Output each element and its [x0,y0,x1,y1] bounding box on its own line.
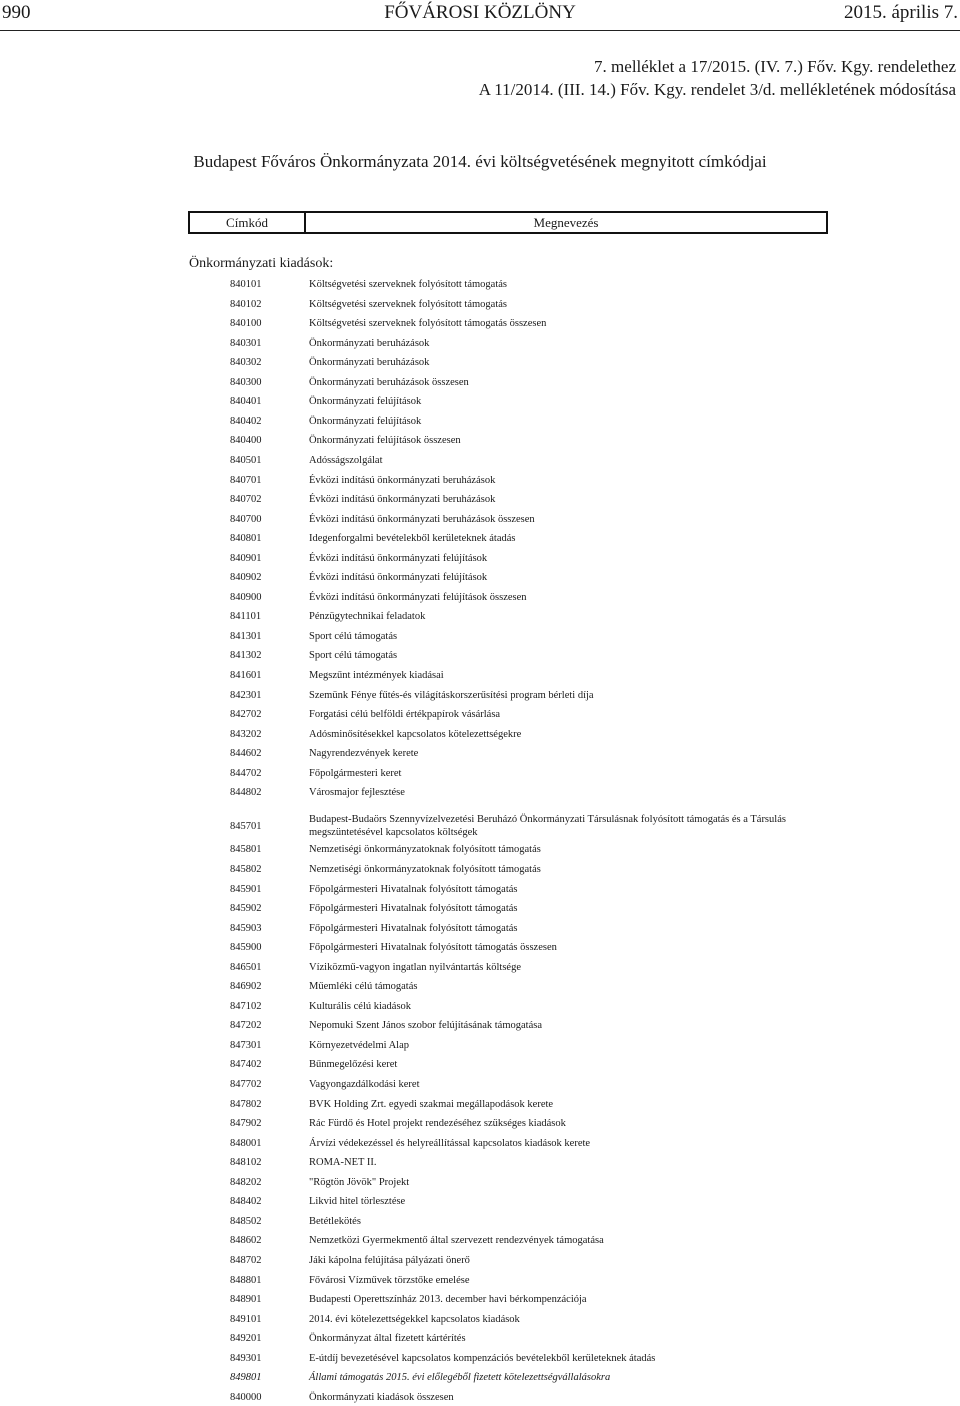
row-name: Rác Fürdő és Hotel projekt rendezéséhez szükséges kiadások [309,1118,566,1130]
row-code: 840902 [230,572,262,584]
row-name: Évközi indítású önkormányzati felújítások összesen [309,591,527,603]
row-name: Budapesti Operettszínház 2013. december havi bérkompenzációja [309,1294,587,1306]
row-code: 845802 [230,863,262,875]
row-code: 840901 [230,552,262,564]
row-name: Sport célú támogatás [309,650,398,662]
row-code: 840801 [230,533,262,545]
row-code: 847802 [230,1098,262,1110]
row-code: 840700 [230,513,262,525]
row-code: 849801 [230,1372,262,1384]
annex-amendment: A 11/2014. (III. 14.) Főv. Kgy. rendelet 3/d. mellékletének módosítása [478,80,956,99]
row-code: 840102 [230,298,262,310]
row-name: Évközi indítású önkormányzati beruházások [309,474,496,486]
row-name: 2014. évi kötelezettségekkel kapcsolatos kiadások [309,1313,520,1325]
row-code: 849101 [230,1313,262,1325]
row-name: Nemzetiségi önkormányzatoknak folyósított támogatás [309,863,541,875]
row-name: Főpolgármesteri Hivatalnak folyósított támogatás [309,922,518,934]
row-code: 849201 [230,1333,262,1345]
row-code: 844802 [230,787,262,799]
row-name: Környezetvédelmi Alap [309,1039,410,1051]
row-code: 840401 [230,396,262,408]
row-code: 840100 [230,318,262,330]
row-name: Fővárosi Vízművek törzstőke emelése [309,1274,470,1286]
row-code: 840402 [230,415,262,427]
row-name: Műemléki célú támogatás [309,981,418,993]
row-code: 845801 [230,844,262,856]
row-code: 847202 [230,1020,262,1032]
row-name: Önkormányzati beruházások [309,337,430,349]
row-name: Évközi indítású önkormányzati felújítások [309,572,488,584]
row-name: Jáki kápolna felújítása pályázati önerő [309,1254,470,1266]
section-heading: Önkormányzati kiadások: [189,256,334,271]
row-code: 844702 [230,767,262,779]
row-code: 846501 [230,961,262,973]
row-name: Önkormányzati felújítások összesen [309,435,461,447]
row-code: 849301 [230,1352,262,1364]
row-name: Vagyongazdálkodási keret [309,1079,420,1090]
row-name: E-útdíj bevezetésével kapcsolatos kompenzációs bevételekből kerületeknek átadás [309,1352,656,1364]
row-code: 841601 [230,670,262,681]
row-name: Önkormányzati felújítások [309,396,422,408]
row-name: Évközi indítású önkormányzati beruházások [309,494,496,506]
row-name: Kulturális célú kiadások [309,1000,412,1012]
document-title: Budapest Főváros Önkormányzata 2014. évi költségvetésének megnyitott címkódjai [193,152,767,171]
row-code: 843202 [230,728,262,740]
row-code: 844602 [230,748,262,760]
row-code: 845902 [230,903,262,915]
row-code: 848202 [230,1176,262,1188]
row-code: 845901 [230,883,262,895]
row-name: Idegenforgalmi bevételekből kerületeknek átadás [309,533,516,545]
row-name: Nemzetiségi önkormányzatoknak folyósított támogatás [309,844,541,856]
row-name: Betétlekötés [309,1215,361,1227]
page-number: 990 [2,2,31,23]
publication-title: FŐVÁROSI KÖZLÖNY [384,2,576,23]
row-name: Főpolgármesteri keret [309,767,402,779]
row-name: Költségvetési szerveknek folyósított támogatás összesen [309,318,547,330]
row-code: 845900 [230,942,262,954]
row-code: 846902 [230,981,262,993]
row-code: 845903 [230,922,262,934]
row-name: BVK Holding Zrt. egyedi szakmai megállapodások kerete [309,1098,554,1110]
row-name: Főpolgármesteri Hivatalnak folyósított támogatás [309,903,518,915]
row-name: Sport célú támogatás [309,630,398,642]
row-code: 848102 [230,1157,262,1169]
row-name: Adósságszolgálat [309,454,383,466]
row-name: Önkormányzati beruházások [309,357,430,369]
row-name: ROMA-NET II. [309,1157,377,1169]
row-code: 841301 [230,630,262,642]
publication-date: 2015. április 7. [844,2,958,23]
row-name: Bűnmegelőzési keret [309,1059,398,1071]
row-code: 847902 [230,1118,262,1130]
row-name: Szemünk Fénye fűtés-és világításkorszerűsítési program bérleti díja [309,689,594,701]
row-code: 847402 [230,1059,262,1071]
row-name: Nemzetközi Gyermekmentő által szervezett rendezvények támogatása [309,1235,604,1247]
row-code: 840400 [230,435,262,447]
row-name: Állami támogatás 2015. évi előlegéből fizetett kötelezettségvállalásokra [309,1372,611,1384]
row-name: Főpolgármesteri Hivatalnak folyósított támogatás összesen [309,942,557,954]
row-name: Víziközmű-vagyon ingatlan nyilvántartás költsége [309,961,521,973]
row-code: 840302 [230,357,262,369]
row-name: Önkormányzati felújítások [309,415,422,427]
row-name: Budapest-Budaörs Szennyvízelvezetési Beruházó Önkormányzati Társulásnak folyósított támogatás és a Társulás megszüntetésével kapcsolatos költségek [309,813,786,838]
row-code: 848801 [230,1274,262,1286]
row-name: Forgatási célú belföldi értékpapírok vásárlása [309,709,501,721]
row-name: Megszűnt intézmények kiadásai [309,670,444,681]
row-name: Városmajor fejlesztése [309,787,405,799]
row-name: Pénzügytechnikai feladatok [309,611,426,623]
row-code: 848001 [230,1137,262,1149]
row-code: 847301 [230,1039,262,1051]
row-code: 840702 [230,494,262,506]
row-code: 848602 [230,1235,262,1247]
row-code: 840900 [230,591,262,603]
row-name: Likvid hitel törlesztése [309,1196,406,1208]
row-code: 848702 [230,1254,262,1266]
row-code: 842301 [230,689,262,701]
row-name: Évközi indítású önkormányzati felújítások [309,552,488,564]
annex-reference: 7. melléklet a 17/2015. (IV. 7.) Főv. Kgy. rendelethez [594,57,956,76]
row-name: Költségvetési szerveknek folyósított támogatás [309,279,507,290]
row-code: 840300 [230,376,262,388]
row-code: 841302 [230,650,262,662]
row-code: 847702 [230,1079,262,1090]
row-name: Önkormányzat által fizetett kártérítés [309,1333,466,1345]
row-name: Önkormányzati beruházások összesen [309,376,469,388]
row-code: 841101 [230,611,262,623]
row-code: 848402 [230,1196,262,1208]
row-code: 842702 [230,709,262,721]
row-code: 840000 [230,1391,262,1403]
row-name: Adósminősítésekkel kapcsolatos kötelezettségekre [309,728,522,740]
column-header-code: Címkód [190,213,306,232]
row-code: 840701 [230,474,262,486]
row-code: 848502 [230,1215,262,1227]
row-name: Évközi indítású önkormányzati beruházások összesen [309,513,535,525]
row-name: Önkormányzati kiadások összesen [309,1391,454,1403]
row-code: 845701 [230,820,262,832]
row-code: 847102 [230,1000,262,1012]
row-name: "Rögtön Jövök" Projekt [309,1176,410,1188]
row-name: Nagyrendezvények kerete [309,748,419,760]
row-code: 840301 [230,337,262,349]
column-header-name: Megnevezés [533,215,599,230]
row-name: Főpolgármesteri Hivatalnak folyósított támogatás [309,883,518,895]
row-name: Árvízi védekezéssel és helyreállítással kapcsolatos kiadások kerete [309,1137,591,1149]
row-code: 848901 [230,1294,262,1306]
row-code: 840501 [230,454,262,466]
row-code: 840101 [230,279,262,290]
row-name: Költségvetési szerveknek folyósított támogatás [309,298,507,310]
row-name: Nepomuki Szent János szobor felújításának támogatása [309,1020,542,1032]
